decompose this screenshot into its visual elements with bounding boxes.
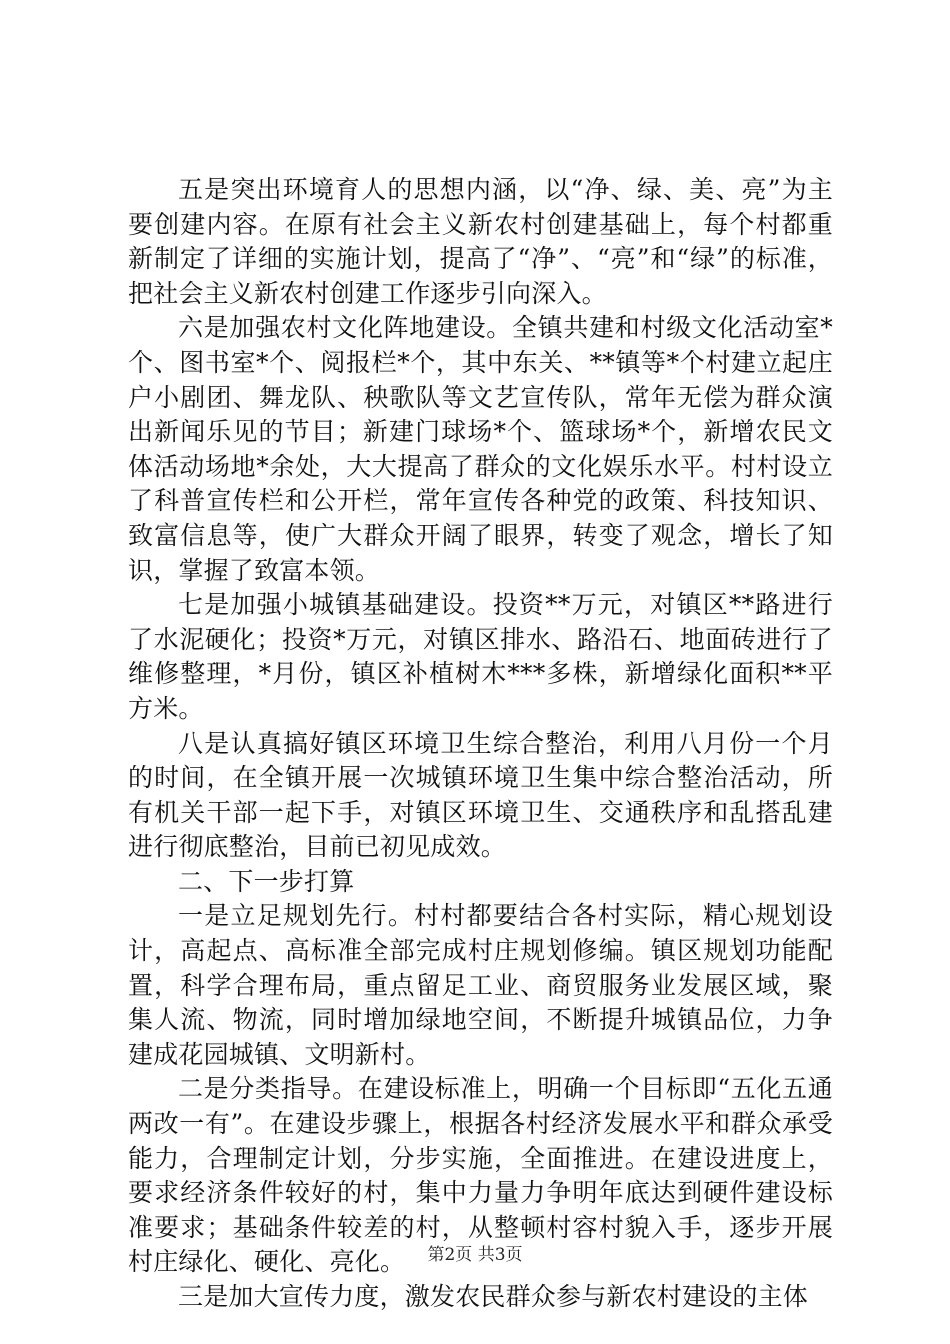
page-footer: 第2页 共3页 [427, 1245, 523, 1265]
paragraph-planning: 一是立足规划先行。村村都要结合各村实际，精心规划设计，高起点、高标准全部完成村庄规划修编。镇区规划功能配置，科学合理布局，重点留足工业、商贸服务业发展区域，聚集人流、物流，同时增加绿地空间，不断提升城镇品位，力争建成花园城镇、文明新村。 [128, 901, 833, 1069]
paragraph-infrastructure: 七是加强小城镇基础建设。投资**万元，对镇区**路进行了水泥硬化；投资*万元，对镇区排水、路沿石、地面砖进行了维修整理，*月份，镇区补植树木***多株，新增绿化面积**平方米。 [128, 590, 833, 723]
paragraph-publicity: 三是加大宣传力度，激发农民群众参与新农村建设的主体 [178, 1282, 809, 1311]
paragraph-sanitation: 八是认真搞好镇区环境卫生综合整治，利用八月份一个月的时间，在全镇开展一次城镇环境卫生集中综合整治活动，所有机关干部一起下手，对镇区环境卫生、交通秩序和乱搭乱建进行彻底整治，目前已初见成效。 [128, 728, 833, 862]
paragraph-environment: 五是突出环境育人的思想内涵，以“净、绿、美、亮”为主要创建内容。在原有社会主义新农村创建基础上，每个村都重新制定了详细的实施计划，提高了“净”、“亮”和“绿”的标准，把社会主义新农村创建工作逐步引向深入。 [128, 175, 833, 308]
document-body [128, 173, 833, 1315]
paragraph-guidance: 二是分类指导。在建设标准上，明确一个目标即“五化五通两改一有”。在建设步骤上，根据各村经济发展水平和群众承受能力，合理制定计划，分步实施，全面推进。在建设进度上，要求经济条件较好的村，集中力量力争明年底达到硬件建设标准要求；基础条件较差的村，从整顿村容村貌入手，逐步开展村庄绿化、硬化、亮化。 [128, 1074, 833, 1277]
section-heading-next-steps: 二、下一步打算 [178, 866, 355, 896]
paragraph-culture: 六是加强农村文化阵地建设。全镇共建和村级文化活动室*个、图书室*个、阅报栏*个，其中东关、**镇等*个村建立起庄户小剧团、舞龙队、秧歌队等文艺宣传队，常年无偿为群众演出新闻乐见的节目；新建门球场*个、篮球场*个，新增农民文体活动场地*余处，大大提高了群众的文化娱乐水平。村村设立了科普宣传栏和公开栏，常年宣传各种党的政策、科技知识、致富信息等，使广大群众开阔了眼界，转变了观念，增长了知识，掌握了致富本领。 [128, 313, 833, 585]
